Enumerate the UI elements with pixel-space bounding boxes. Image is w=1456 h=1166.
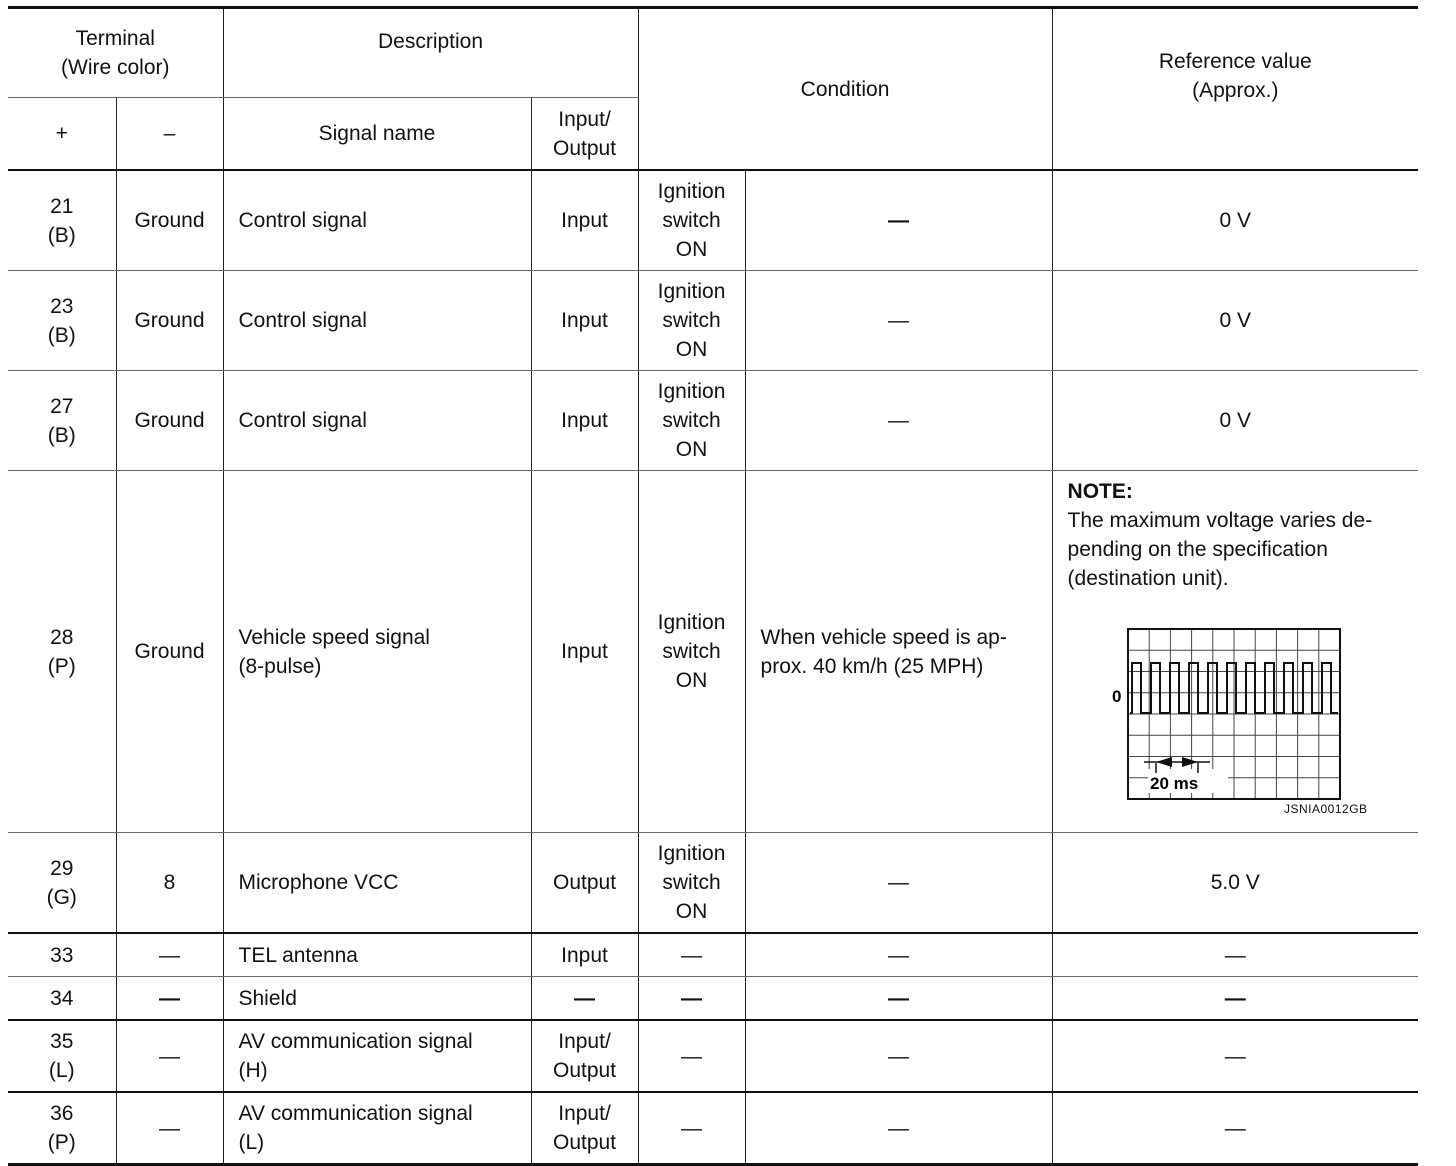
header-io-line1: Input/ xyxy=(558,107,611,131)
header-condition: Condition xyxy=(638,8,1052,171)
reference-value: 5.0 V xyxy=(1052,833,1418,934)
table-row xyxy=(8,1020,1418,1092)
reference-value: — xyxy=(1052,933,1418,977)
terminal-reference-table-sheet xyxy=(8,6,1418,1166)
terminal-minus: Ground xyxy=(116,371,223,471)
header-reference-line2: (Approx.) xyxy=(1192,79,1279,102)
oscilloscope-waveform xyxy=(1068,611,1368,816)
reference-value: — xyxy=(1052,1092,1418,1165)
condition-detail: — xyxy=(745,170,1052,271)
input-output: Input xyxy=(531,271,638,371)
header-input-output xyxy=(531,98,638,171)
terminal-minus: — xyxy=(116,1092,223,1165)
input-output: — xyxy=(531,977,638,1021)
signal-name: AV communication signal (L) xyxy=(223,1092,531,1165)
input-output: Input xyxy=(531,371,638,471)
table-row xyxy=(8,977,1418,1021)
waveform-time-label: 20 ms xyxy=(1149,774,1198,793)
input-output: Input/ Output xyxy=(531,1020,638,1092)
note-title: NOTE: xyxy=(1067,480,1133,503)
waveform-graph xyxy=(1068,611,1368,801)
input-output: Input xyxy=(531,170,638,271)
terminal-number: 21 (B) xyxy=(8,170,116,271)
condition-detail: — xyxy=(745,833,1052,934)
condition-detail: When vehicle speed is ap- prox. 40 km/h (25 MPH) xyxy=(745,471,1052,833)
condition-switch: — xyxy=(638,1020,745,1092)
condition-detail: — xyxy=(745,1092,1052,1165)
figure-code: JSNIA0012GB xyxy=(1283,802,1368,816)
reference-value: — xyxy=(1052,977,1418,1021)
reference-value: 0 V xyxy=(1052,271,1418,371)
table-row xyxy=(8,833,1418,934)
terminal-number: 27 (B) xyxy=(8,371,116,471)
condition-switch: — xyxy=(638,933,745,977)
table-row xyxy=(8,170,1418,271)
waveform-zero-label: 0 xyxy=(1111,687,1121,706)
terminal-number: 35 (L) xyxy=(8,1020,116,1092)
signal-name: Control signal xyxy=(223,271,531,371)
header-minus: – xyxy=(116,98,223,171)
terminal-number: 36 (P) xyxy=(8,1092,116,1165)
terminal-minus: — xyxy=(116,1020,223,1092)
condition-detail: — xyxy=(745,371,1052,471)
terminal-minus: Ground xyxy=(116,271,223,371)
condition-switch: Ignition switch ON xyxy=(638,833,745,934)
terminal-minus: — xyxy=(116,977,223,1021)
terminal-reference-table xyxy=(8,6,1418,1166)
terminal-minus: — xyxy=(116,933,223,977)
header-description: Description xyxy=(223,8,638,98)
terminal-number: 29 (G) xyxy=(8,833,116,934)
condition-detail: — xyxy=(745,271,1052,371)
table-row xyxy=(8,371,1418,471)
table-row xyxy=(8,471,1418,833)
signal-name: Shield xyxy=(223,977,531,1021)
condition-switch: Ignition switch ON xyxy=(638,271,745,371)
terminal-number: 28 (P) xyxy=(8,471,116,833)
terminal-number: 33 xyxy=(8,933,116,977)
terminal-number: 23 (B) xyxy=(8,271,116,371)
note-line: pending on the specification xyxy=(1067,538,1328,561)
reference-value: — xyxy=(1052,1020,1418,1092)
header-io-line2: Output xyxy=(552,136,617,160)
terminal-minus: Ground xyxy=(116,471,223,833)
terminal-number: 34 xyxy=(8,977,116,1021)
header-reference-value xyxy=(1052,8,1418,171)
header-terminal-line1: Terminal xyxy=(75,27,155,50)
input-output: Input/ Output xyxy=(531,1092,638,1165)
condition-switch: Ignition switch ON xyxy=(638,471,745,833)
signal-name: Vehicle speed signal (8-pulse) xyxy=(223,471,531,833)
header-terminal-line2: (Wire color) xyxy=(61,56,170,79)
reference-value: 0 V xyxy=(1052,371,1418,471)
header-plus: + xyxy=(8,98,116,171)
signal-name: TEL antenna xyxy=(223,933,531,977)
condition-detail: — xyxy=(745,1020,1052,1092)
condition-detail: — xyxy=(745,977,1052,1021)
header-signal-name: Signal name xyxy=(223,98,531,171)
signal-name: Control signal xyxy=(223,371,531,471)
terminal-minus: 8 xyxy=(116,833,223,934)
header-reference-line1: Reference value xyxy=(1158,50,1312,73)
input-output: Input xyxy=(531,471,638,833)
signal-name: Control signal xyxy=(223,170,531,271)
signal-name: AV communication signal (H) xyxy=(223,1020,531,1092)
condition-switch: — xyxy=(638,1092,745,1165)
reference-value-note xyxy=(1052,471,1418,833)
condition-switch: — xyxy=(638,977,745,1021)
input-output: Output xyxy=(531,833,638,934)
condition-switch: Ignition switch ON xyxy=(638,170,745,271)
table-row xyxy=(8,1092,1418,1165)
table-row xyxy=(8,933,1418,977)
condition-switch: Ignition switch ON xyxy=(638,371,745,471)
note-line: (destination unit). xyxy=(1067,567,1229,590)
input-output: Input xyxy=(531,933,638,977)
terminal-minus: Ground xyxy=(116,170,223,271)
reference-value: 0 V xyxy=(1052,170,1418,271)
header-terminal xyxy=(8,8,223,98)
note-line: The maximum voltage varies de- xyxy=(1067,509,1373,532)
table-row xyxy=(8,271,1418,371)
condition-detail: — xyxy=(745,933,1052,977)
signal-name: Microphone VCC xyxy=(223,833,531,934)
